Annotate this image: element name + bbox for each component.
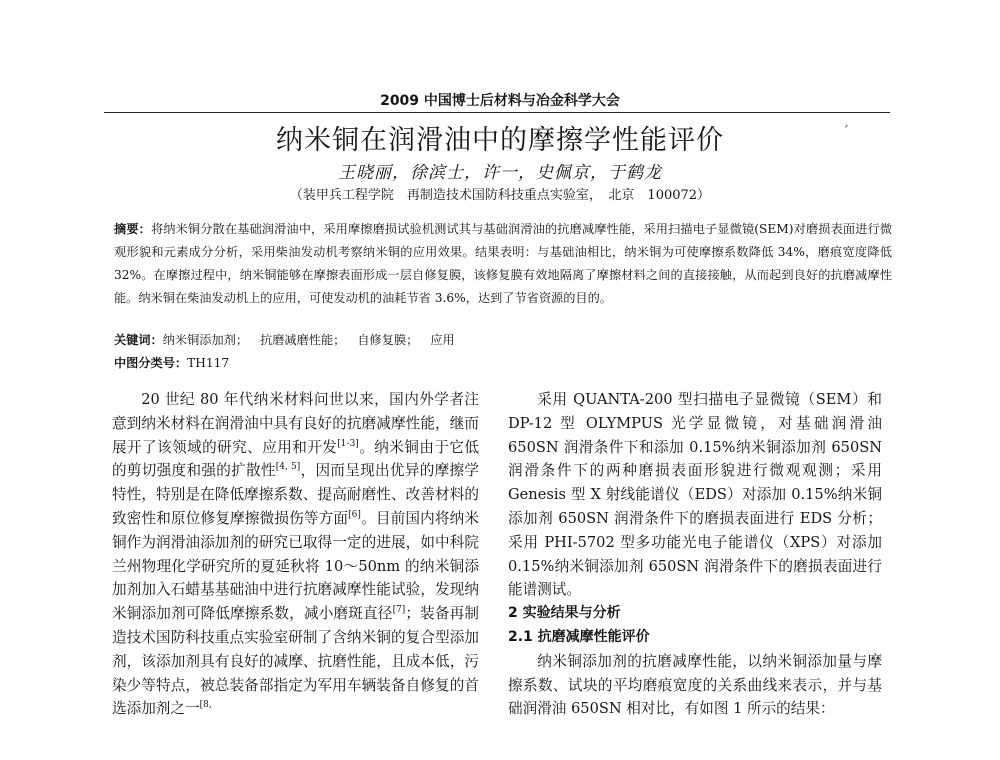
abstract-text: 将纳米铜分散在基础润滑油中，采用摩擦磨损试验机测试其与基础润滑油的抗磨减摩性能，采用扫描电子显微镜(SEM)对磨损表面进行微观形貌和元素成分分析，采用柴油发动机考察纳米铜的应用效果。结果表明：与基础油相比，纳米铜为可使摩擦系数降低 34%，磨痕宽度降低 32%。在摩擦过程中，纳米铜能够在摩擦表面形成一层自修复膜，该修复膜有效地隔离了摩擦材料之间的直接接触，从而起到良好的抗磨减摩性能。纳米铜在柴油发动机上的应用，可使发动机的油耗节省 3.6%，达到了节省资源的目的。: [114, 222, 893, 305]
keyword-item: 抗磨减磨性能；: [260, 333, 346, 347]
affiliation: （装甲兵工程学院 再制造技术国防科技重点实验室， 北京 100072）: [289, 188, 711, 203]
abstract: [114, 218, 892, 310]
stray-mark: ˊ: [842, 124, 849, 140]
keyword-item: 应用: [430, 333, 455, 347]
citation: [1-3]: [337, 438, 359, 449]
author-list: 王晓丽，徐滨士，许一，史佩京，于鹤龙: [338, 163, 662, 183]
results-paragraph: 纳米铜添加剂的抗磨减摩性能，以纳米铜添加量与摩擦系数、试块的平均磨痕宽度的关系曲线来表示，并与基础润滑油 650SN 相对比，有如图 1 所示的结果：: [508, 652, 882, 718]
paper-title: 纳米铜在润滑油中的摩擦学性能评价: [276, 125, 724, 156]
header-rule: [104, 112, 890, 113]
body-left-column: [112, 388, 479, 721]
body-right-column: [508, 388, 882, 721]
body-text: 。纳米铜由于它低的剪切强度和强的扩散性: [112, 438, 479, 480]
classification-value: TH117: [187, 356, 230, 370]
citation: [6]: [348, 510, 361, 521]
section-heading: 2 实验结果与分析: [508, 605, 621, 622]
classification-label: 中图分类号：: [114, 356, 188, 370]
body-text: ，因而呈现出优异的摩擦学特性，特别是在降低摩擦系数、提高耐磨性、改善材料的致密性和原位修复摩擦微损伤等方面: [112, 462, 479, 527]
keywords-label: 关键词：: [114, 333, 163, 347]
subsection-heading: 2.1 抗磨减摩性能评价: [508, 628, 650, 645]
conference-header: 2009 中国博士后材料与冶金科学大会: [380, 93, 620, 109]
body-text: ；装备再制造技术国防科技重点实验室研制了含纳米铜的复合型添加剂，该添加剂具有良好的减摩、抗磨性能，且成本低，污染少等特点，被总装备部指定为军用车辆装备自修复的首选添加剂之一: [112, 605, 479, 718]
classification-number: [114, 354, 229, 371]
keyword-item: 自修复膜；: [357, 333, 419, 347]
body-text: 20 世纪 80 年代纳米材料问世以来，国内外学者注意到纳米材料在润滑油中具有良好的抗磨减摩性能，继而展开了该领域的研究、应用和开发: [112, 391, 479, 456]
citation: [4, 5]: [275, 462, 301, 473]
body-text: 。目前国内将纳米铜作为润滑油添加剂的研究已取得一定的进展，如中科院兰州物理化学研究所的夏延秋将 10～50nm 的纳米铜添加剂加入石蜡基基础油中进行抗磨减摩性能试验，发现纳米铜添加剂可降低摩擦系数，减小磨斑直径: [112, 509, 479, 623]
keyword-item: 纳米铜添加剂；: [162, 333, 249, 347]
citation: [7]: [392, 605, 406, 616]
abstract-label: 摘要：: [114, 222, 151, 236]
citation: [8,: [199, 700, 212, 711]
methods-paragraph: 采用 QUANTA-200 型扫描电子显微镜（SEM）和 DP-12 型 OLYMPUS 光学显微镜，对基础润滑油 650SN 润滑条件下和添加 0.15%纳米铜添加剂 650SN 润滑条件下的两种磨损表面形貌进行微观观测；采用 Genesis 型 X 射线能谱仪（EDS）对添加 0.15%纳米铜添加剂 650SN 润滑条件下的磨损表面进行 EDS 分析；采用 PHI-5702 型多功能光电子能谱仪（XPS）对添加 0.15%纳米铜添加剂 650SN 润滑条件下的磨损表面进行能谱测试。: [508, 391, 882, 599]
keywords: [114, 331, 467, 348]
